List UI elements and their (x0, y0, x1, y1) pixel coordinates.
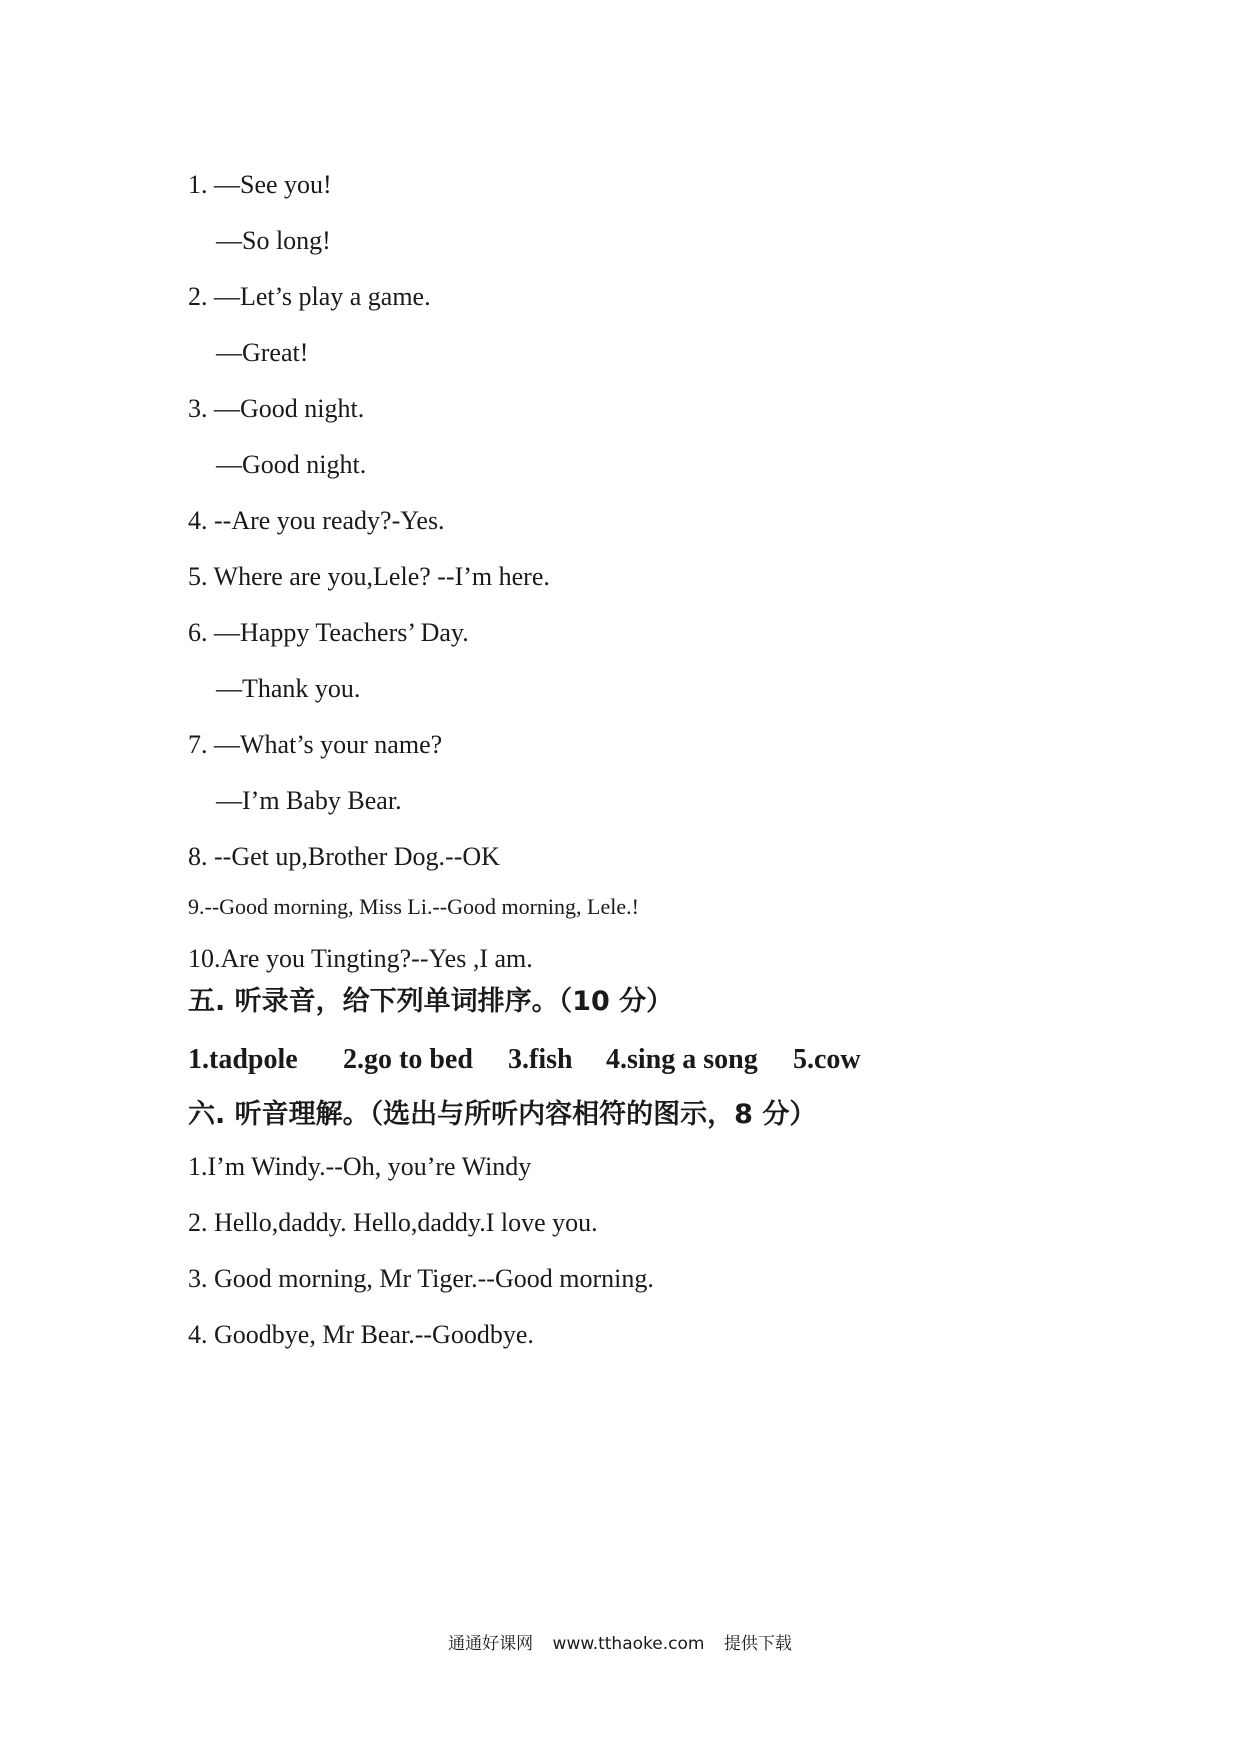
page-footer (0, 1632, 1240, 1656)
listening-line-2: 2. Hello,daddy. Hello,daddy.I love you. (188, 1208, 598, 1237)
footer-url[interactable]: www.tthaoke.com (552, 1634, 705, 1654)
dialogue-line-1-reply: —So long! (216, 226, 331, 255)
word-item: 3.fish (508, 1044, 573, 1075)
dialogue-line-2: 2. —Let’s play a game. (188, 282, 431, 311)
dialogue-line-1: 1. —See you! (188, 170, 332, 199)
listening-line-1: 1.I’m Windy.--Oh, you’re Windy (188, 1152, 532, 1181)
dialogue-line-10: 10.Are you Tingting?--Yes ,I am. (188, 944, 533, 973)
section-5-heading: 五. 听录音，给下列单词排序。（10 分） (188, 986, 674, 1017)
dialogue-line-5: 5. Where are you,Lele? --I’m here. (188, 562, 550, 591)
dialogue-line-9: 9.--Good morning, Miss Li.--Good morning, Lele.! (188, 894, 639, 919)
dialogue-line-6: 6. —Happy Teachers’ Day. (188, 618, 469, 647)
word-item: 1.tadpole (188, 1044, 298, 1075)
dialogue-line-4: 4. --Are you ready?-Yes. (188, 506, 445, 535)
dialogue-line-6-reply: —Thank you. (216, 674, 361, 703)
word-item: 2.go to bed (343, 1044, 473, 1075)
dialogue-line-7-reply: —I’m Baby Bear. (216, 786, 402, 815)
dialogue-line-3: 3. —Good night. (188, 394, 365, 423)
dialogue-line-3-reply: —Good night. (216, 450, 367, 479)
dialogue-line-7: 7. —What’s your name? (188, 730, 443, 759)
dialogue-line-2-reply: —Great! (216, 338, 309, 367)
listening-line-3: 3. Good morning, Mr Tiger.--Good morning. (188, 1264, 654, 1293)
footer-site-name: 通通好课网 (448, 1634, 534, 1654)
section-5-word-list (188, 1040, 861, 1080)
footer-provided-text: 提供下载 (723, 1634, 792, 1654)
section-6-heading: 六. 听音理解。（选出与所听内容相符的图示，8 分） (188, 1099, 817, 1130)
word-item: 5.cow (793, 1044, 861, 1075)
dialogue-line-8: 8. --Get up,Brother Dog.--OK (188, 842, 500, 871)
listening-line-4: 4. Goodbye, Mr Bear.--Goodbye. (188, 1320, 534, 1349)
word-item: 4.sing a song (606, 1044, 758, 1075)
